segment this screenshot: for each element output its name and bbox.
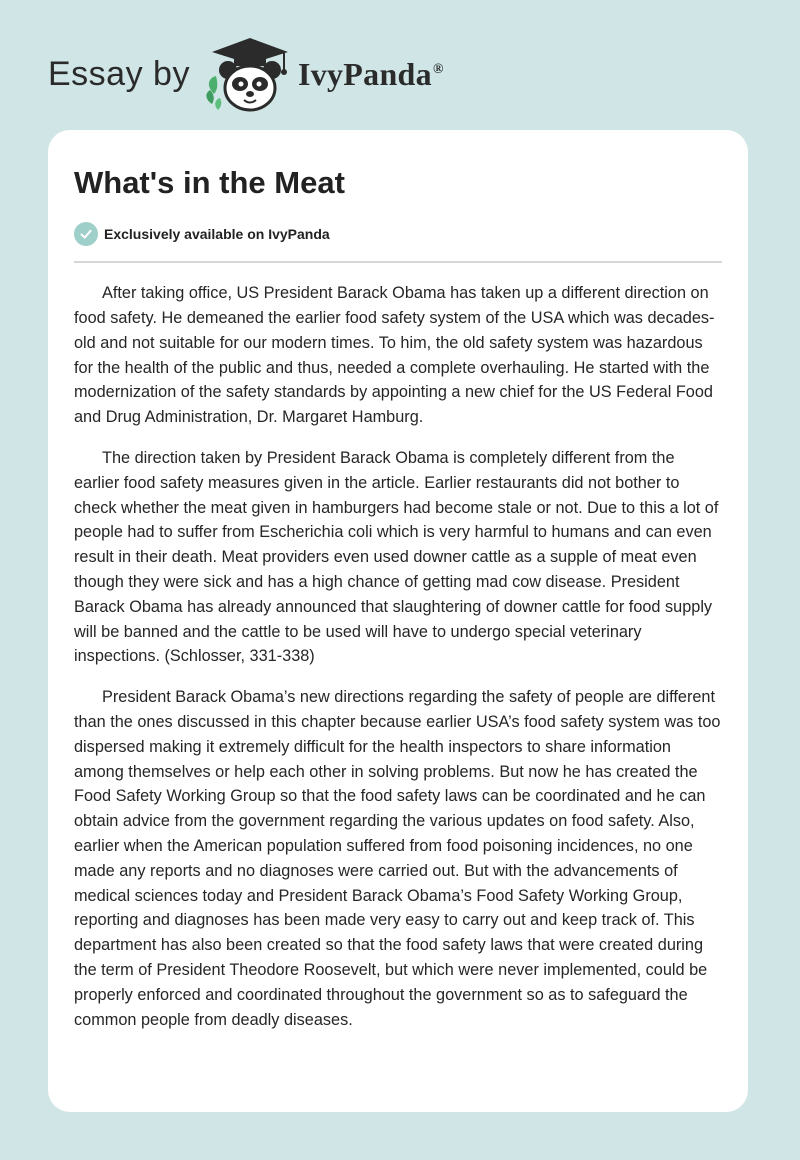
essay-title: What's in the Meat	[74, 165, 345, 200]
divider	[74, 261, 722, 263]
essay-body	[74, 281, 722, 1032]
paragraph: President Barack Obama’s new directions regarding the safety of people are different than the ones discussed in this chapter because earlier USA’s food safety system was too dispersed making it extremely difficult for the health inspectors to share information among themselves or help each other in solving problems. But now he has created the Food Safety Working Group so that the food safety laws can be coordinated and he can obtain advice from the government regarding the various updates on food safety. Also, earlier when the American population suffered from food poisoning incidences, no one made any reports and no diagnoses were carried out. But with the advancements of medical sciences today and President Barack Obama’s Food Safety Working Group, reporting and diagnoses has been made very easy to carry out and keep track of. This department has also been created so that the food safety laws that were created during the term of President Theodore Roosevelt, but which were never implemented, could be properly enforced and coordinated throughout the government so as to safeguard the common people from deadly diseases.	[74, 688, 721, 1029]
exclusive-badge	[74, 221, 722, 247]
brand-header[interactable]	[48, 34, 444, 114]
check-circle-icon	[74, 222, 98, 246]
brand-name: IvyPanda®	[297, 56, 444, 92]
badge-label: Exclusively available on IvyPanda	[104, 226, 330, 243]
paragraph: The direction taken by President Barack Obama is completely different from the earlier food safety measures given in the article. Earlier restaurants did not bother to check whether the meat given in hamburgers had become stale or not. Due to this a lot of people had to suffer from Escherichia coli which is very harmful to humans and can even result in their death. Meat providers even used downer cattle as a supple of meat even though they were sick and has a high chance of getting mad cow disease. President Barack Obama has already announced that slaughtering of downer cattle for food supply will be banned and the cattle to be used will have to undergo special veterinary inspections. (Schlosser, 331-338)	[74, 448, 719, 666]
essay-card	[48, 130, 748, 1112]
paragraph: After taking office, US President Barack Obama has taken up a different direction on food safety. He demeaned the earlier food safety system of the USA which was decades-old and not suitable for our modern times. To him, the old safety system was hazardous for the health of the public and thus, needed a complete overhauling. He started with the modernization of the safety standards by appointing a new chief for the US Federal Food and Drug Administration, Dr. Margaret Hamburg.	[74, 284, 715, 427]
panda-logo-icon	[204, 34, 296, 114]
brand-prefix: Essay by	[48, 55, 190, 93]
registered-mark: ®	[432, 62, 444, 78]
